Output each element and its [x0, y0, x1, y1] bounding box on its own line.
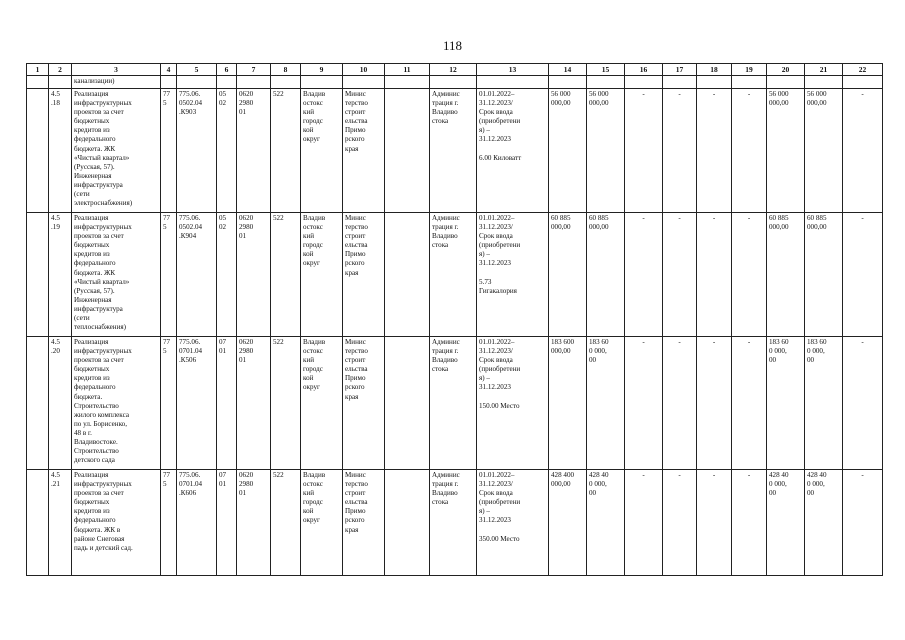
cell-municipality: Владив остокс кий городс кой округ	[301, 470, 343, 576]
cell-amount-15: 183 60 0 000, 00	[587, 337, 625, 470]
cell-amount-20: 428 40 0 000, 00	[767, 470, 805, 576]
column-header-15: 15	[587, 64, 625, 76]
column-header-6: 6	[217, 64, 237, 76]
column-header-9: 9	[301, 64, 343, 76]
cell-ministry: Минис терство строит ельства Примо рского края	[343, 213, 385, 337]
cell-municipality: Владив остокс кий городс кой округ	[301, 213, 343, 337]
capacity-text: 350.00 Место	[479, 534, 520, 543]
column-header-18: 18	[697, 64, 732, 76]
cell-col-11	[385, 89, 430, 213]
column-header-4: 4	[161, 64, 177, 76]
cell-amount-16: -	[625, 89, 663, 213]
cell-ministry: Минис терство строит ельства Примо рского края	[343, 337, 385, 470]
cell-expense-type: 522	[271, 337, 301, 470]
cell-budget-code: 775.06. 0502.04 .К904	[177, 213, 217, 337]
cell-amount-20: 60 885 000,00	[767, 213, 805, 337]
period-text: 01.01.2022– 31.12.2023/ Срок ввода (приобретени я) – 31.12.2023	[479, 90, 521, 144]
cell-amount-14: 56 000 000,00	[549, 89, 587, 213]
page-number: 118	[442, 38, 463, 53]
cell-code-4: 77 5	[161, 470, 177, 576]
cell-amount-15: 60 885 000,00	[587, 213, 625, 337]
column-header-7: 7	[237, 64, 271, 76]
cell-amount-19: -	[732, 337, 767, 470]
cell-section-code: 07 01	[217, 470, 237, 576]
cell-amount-22: -	[843, 470, 883, 576]
cell-amount-18: -	[697, 470, 732, 576]
capacity-text: 5.73 Гигакалория	[479, 277, 517, 295]
column-header-19: 19	[732, 64, 767, 76]
cell-target-code: 0620 2980 01	[237, 213, 271, 337]
cell-ministry: Минис терство строит ельства Примо рского края	[343, 470, 385, 576]
cell-expense-type: 522	[271, 213, 301, 337]
cell-administrator: Админис трация г. Владиво стока	[430, 213, 477, 337]
cell-col-11	[385, 213, 430, 337]
cell-col-1	[27, 470, 49, 576]
cell-amount-17: -	[663, 213, 697, 337]
cell-period-capacity	[477, 337, 549, 470]
cell-amount-22: -	[843, 213, 883, 337]
cell-budget-code: 775.06. 0701.04 .К506	[177, 337, 217, 470]
cell-row-number: 4.5 .20	[49, 337, 72, 470]
cell-amount-18: -	[697, 337, 732, 470]
cell-amount-14: 60 885 000,00	[549, 213, 587, 337]
cell-amount-22: -	[843, 337, 883, 470]
cell-amount-20: 56 000 000,00	[767, 89, 805, 213]
cell-period-capacity	[477, 89, 549, 213]
capacity-text: 150.00 Место	[479, 401, 520, 410]
cell-project-name: Реализация инфраструктурных проектов за счет бюджетных кредитов из федерального бюджета. ЖК «Чистый квартал» (Русская, 57). Инженерная инфраструктура (сети теплоснабжения)	[72, 213, 161, 337]
cell-project-name: Реализация инфраструктурных проектов за счет бюджетных кредитов из федерального бюджета. ЖК в районе Снеговая падь и детский сад.	[72, 470, 161, 576]
cell-amount-21: 56 000 000,00	[805, 89, 843, 213]
column-header-2: 2	[49, 64, 72, 76]
cell-col-1	[27, 337, 49, 470]
cell-row-number: 4.5 .18	[49, 89, 72, 213]
cell-administrator: Админис трация г. Владиво стока	[430, 337, 477, 470]
cell-code-4: 77 5	[161, 89, 177, 213]
cell-target-code: 0620 2980 01	[237, 470, 271, 576]
cell-amount-16: -	[625, 470, 663, 576]
cell-amount-19: -	[732, 213, 767, 337]
cell-amount-21: 183 60 0 000, 00	[805, 337, 843, 470]
cell-budget-code: 775.06. 0701.04 .К606	[177, 470, 217, 576]
column-header-12: 12	[430, 64, 477, 76]
cell-budget-code: 775.06. 0502.04 .К903	[177, 89, 217, 213]
cell-municipality: Владив остокс кий городс кой округ	[301, 89, 343, 213]
column-header-5: 5	[177, 64, 217, 76]
budget-table	[26, 63, 883, 576]
cell-row-number: 4.5 .19	[49, 213, 72, 337]
table-row	[27, 213, 883, 337]
cell-period-capacity	[477, 213, 549, 337]
cell-amount-21: 428 40 0 000, 00	[805, 470, 843, 576]
cell-expense-type: 522	[271, 89, 301, 213]
column-header-22: 22	[843, 64, 883, 76]
cell-amount-15: 56 000 000,00	[587, 89, 625, 213]
column-header-11: 11	[385, 64, 430, 76]
column-header-20: 20	[767, 64, 805, 76]
continuation-row	[27, 76, 883, 89]
column-header-8: 8	[271, 64, 301, 76]
cell-row-number: 4.5 .21	[49, 470, 72, 576]
cell-col-11	[385, 470, 430, 576]
column-header-1: 1	[27, 64, 49, 76]
cell-section-code: 07 01	[217, 337, 237, 470]
table-row	[27, 470, 883, 576]
continuation-text: канализации)	[72, 76, 161, 89]
cell-amount-22: -	[843, 89, 883, 213]
cell-project-name: Реализация инфраструктурных проектов за счет бюджетных кредитов из федерального бюджета. ЖК «Чистый квартал» (Русская, 57). Инженерная инфраструктура (сети электроснабжения)	[72, 89, 161, 213]
cell-code-4: 77 5	[161, 337, 177, 470]
period-text: 01.01.2022– 31.12.2023/ Срок ввода (приобретени я) – 31.12.2023	[479, 214, 521, 268]
cell-target-code: 0620 2980 01	[237, 89, 271, 213]
column-header-10: 10	[343, 64, 385, 76]
cell-expense-type: 522	[271, 470, 301, 576]
cell-project-name: Реализация инфраструктурных проектов за счет бюджетных кредитов из федерального бюджета. Строительство жилого комплекса по ул. Борисенко, 48 в г. Владивостоке. Строительство детского сада	[72, 337, 161, 470]
cell-administrator: Админис трация г. Владиво стока	[430, 470, 477, 576]
capacity-text: 6.00 Киловатт	[479, 153, 522, 162]
cell-section-code: 05 02	[217, 213, 237, 337]
cell-target-code: 0620 2980 01	[237, 337, 271, 470]
cell-amount-21: 60 885 000,00	[805, 213, 843, 337]
period-text: 01.01.2022– 31.12.2023/ Срок ввода (приобретени я) – 31.12.2023	[479, 471, 521, 525]
cell-period-capacity	[477, 470, 549, 576]
cell-amount-14: 428 400 000,00	[549, 470, 587, 576]
cell-amount-17: -	[663, 89, 697, 213]
cell-code-4: 77 5	[161, 213, 177, 337]
cell-amount-19: -	[732, 470, 767, 576]
table-row	[27, 89, 883, 213]
cell-amount-19: -	[732, 89, 767, 213]
column-header-16: 16	[625, 64, 663, 76]
cell-col-11	[385, 337, 430, 470]
cell-municipality: Владив остокс кий городс кой округ	[301, 337, 343, 470]
cell-col-1	[27, 213, 49, 337]
cell-section-code: 05 02	[217, 89, 237, 213]
cell-amount-16: -	[625, 337, 663, 470]
column-header-13: 13	[477, 64, 549, 76]
column-header-14: 14	[549, 64, 587, 76]
column-header-3: 3	[72, 64, 161, 76]
cell-amount-18: -	[697, 213, 732, 337]
period-text: 01.01.2022– 31.12.2023/ Срок ввода (приобретени я) – 31.12.2023	[479, 338, 521, 392]
cell-administrator: Админис трация г. Владиво стока	[430, 89, 477, 213]
column-header-21: 21	[805, 64, 843, 76]
cell-amount-15: 428 40 0 000, 00	[587, 470, 625, 576]
cell-amount-17: -	[663, 470, 697, 576]
column-header-17: 17	[663, 64, 697, 76]
cell-amount-18: -	[697, 89, 732, 213]
cell-ministry: Минис терство строит ельства Примо рского края	[343, 89, 385, 213]
table-row	[27, 337, 883, 470]
cell-amount-20: 183 60 0 000, 00	[767, 337, 805, 470]
cell-col-1	[27, 89, 49, 213]
cell-amount-17: -	[663, 337, 697, 470]
cell-amount-14: 183 600 000,00	[549, 337, 587, 470]
cell-amount-16: -	[625, 213, 663, 337]
header-row	[27, 64, 883, 76]
